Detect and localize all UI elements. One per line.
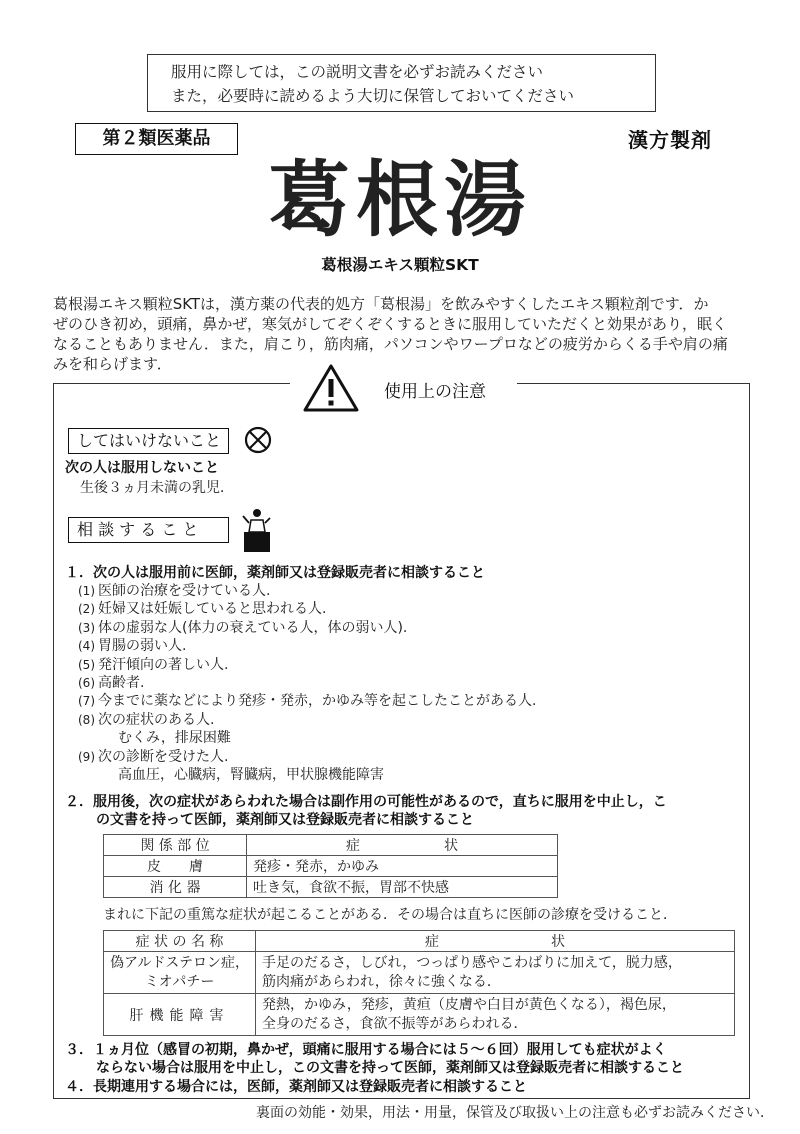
product-type: 漢方製剤: [628, 128, 712, 152]
cell-line: 手足のだるさ，しびれ，つっぱり感やこわばりに加えて，脱力感，: [262, 954, 682, 971]
list-item: [78, 582, 536, 600]
table-row: [104, 952, 735, 994]
list-item: [78, 692, 536, 710]
list-number: (2): [78, 602, 95, 617]
list-text: 次の症状のある人.: [98, 711, 215, 728]
list-number: (6): [78, 676, 95, 691]
cell-line: ミオパチー: [144, 973, 215, 990]
list-number: (4): [78, 639, 95, 654]
table-cell: 皮 膚: [104, 856, 247, 877]
list-number: (3): [78, 620, 95, 635]
list-text: 今までに薬などにより発疹・発赤，かゆみ等を起こしたことがある人.: [98, 693, 537, 710]
consult-item-4: ４．長期連用する場合には，医師，薬剤師又は登録販売者に相談すること: [65, 1079, 527, 1095]
rare-side-effect-note: まれに下記の重篤な症状が起こることがある．その場合は直ちに医師の診療を受けること．: [103, 907, 677, 923]
cell-line: 筋肉痛があらわれ，徐々に強くなる．: [262, 973, 501, 990]
consult-item-2-heading-1: ２．服用後，次の症状があらわれた場合は副作用の可能性があるので，直ちに服用を中止し，こ: [65, 794, 667, 810]
table-cell: 消 化 器: [104, 877, 247, 898]
table-row: [104, 877, 558, 898]
list-item: [78, 674, 536, 692]
table-header-cell: 関 係 部 位: [104, 835, 247, 856]
table-cell: [256, 952, 735, 994]
consult-item-1-heading: １．次の人は服用前に医師，薬剤師又は登録販売者に相談すること: [65, 565, 485, 581]
list-item: [78, 637, 536, 655]
prohibited-label: してはいけないこと: [68, 428, 229, 454]
table-header-row: [104, 835, 558, 856]
intro-paragraph: [53, 294, 763, 374]
reading-notice: [147, 54, 656, 112]
table-cell: [104, 952, 256, 994]
cell-line: 発熱，かゆみ，発疹，黄疸（皮膚や白目が黄色くなる），褐色尿，: [262, 996, 676, 1013]
pharmacist-icon: [239, 506, 275, 554]
serious-side-effect-table: [103, 930, 735, 1036]
intro-line: ぜのひき初め，頭痛，鼻かぜ，寒気がしてぞくぞくするときに服用していただくと効果があり，眠く: [53, 315, 727, 333]
warning-icon: [303, 363, 359, 413]
table-header-cell: 症 状: [247, 835, 558, 856]
consult-item-1-list: [78, 582, 536, 784]
table-header-row: [104, 931, 735, 952]
list-text: 医師の治療を受けている人.: [98, 583, 271, 599]
consult-label: 相 談 す る こ と: [68, 517, 229, 543]
list-number: (7): [78, 694, 95, 709]
list-text: 高齢者.: [98, 675, 145, 692]
table-header-cell: 症 状: [256, 931, 735, 952]
consult-item-3-line-2: ならない場合は服用を中止し，この文書を持って医師，薬剤師又は登録販売者に相談すること: [96, 1060, 684, 1076]
product-subtitle: 葛根湯エキス顆粒SKT: [321, 256, 479, 274]
prohibited-item: 生後３ヵ月未満の乳児．: [80, 480, 234, 496]
list-item: [78, 711, 536, 729]
table-cell: [256, 994, 735, 1036]
prohibited-icon: [244, 426, 272, 454]
list-item: [78, 600, 536, 618]
prohibited-heading: 次の人は服用しないこと: [65, 460, 219, 476]
caution-title: 使用上の注意: [384, 382, 486, 402]
list-text: 発汗傾向の著しい人.: [98, 656, 229, 673]
table-row: [104, 994, 735, 1036]
list-item: [78, 656, 536, 674]
footer-note: 裏面の効能・効果，用法・用量，保管及び取扱い上の注意も必ずお読みください．: [256, 1105, 774, 1121]
list-number: (8): [78, 712, 95, 727]
cell-line: 偽アルドステロン症，: [110, 954, 250, 971]
intro-line: 葛根湯エキス顆粒SKTは，漢方薬の代表的処方「葛根湯」を飲みやすくしたエキス顆粒剤です．か: [53, 295, 709, 313]
side-effect-table: [103, 834, 558, 898]
cell-line: 全身のだるさ，食欲不振等があらわれる．: [262, 1015, 528, 1032]
cell-line: 肝機能障害: [129, 1007, 230, 1024]
list-subitem: むくみ，排尿困難: [118, 730, 231, 747]
table-header-cell: 症 状 の 名 称: [104, 931, 256, 952]
intro-line: みを和らげます．: [53, 355, 172, 373]
list-text: 体の虚弱な人(体力の衰えている人，体の弱い人).: [98, 619, 408, 636]
consult-item-3-line-1: ３．１ヵ月位（感冒の初期，鼻かぜ，頭痛に服用する場合には５～６回）服用しても症状がよく: [65, 1042, 667, 1058]
intro-line: なることもありません．また，肩こり，筋肉痛，パソコンやワープロなどの疲労からくる手や肩の痛: [53, 335, 728, 353]
table-cell: [104, 994, 256, 1036]
list-item: [78, 619, 536, 637]
table-cell: 発疹・発赤，かゆみ: [247, 856, 558, 877]
drug-category-badge: 第２類医薬品: [75, 123, 238, 155]
list-text: 胃腸の弱い人.: [98, 638, 187, 655]
list-number: (5): [78, 657, 95, 672]
list-text: 妊婦又は妊娠していると思われる人.: [98, 601, 327, 618]
consult-item-2-heading-2: の文書を持って医師，薬剤師又は登録販売者に相談すること: [96, 812, 474, 828]
notice-line-1: 服用に際しては，この説明文書を必ずお読みください: [171, 63, 544, 81]
table-cell: 吐き気，食欲不振，胃部不快感: [247, 877, 558, 898]
list-number: (1): [78, 584, 95, 598]
list-item: [78, 748, 536, 766]
list-number: (9): [78, 749, 95, 764]
list-subitem: 高血圧，心臓病，腎臓病，甲状腺機能障害: [118, 767, 384, 784]
product-title: 葛根湯: [267, 152, 532, 248]
list-text: 次の診断を受けた人.: [98, 748, 229, 765]
table-row: [104, 856, 558, 877]
notice-line-2: また，必要時に読めるよう大切に保管しておいてください: [171, 87, 575, 105]
